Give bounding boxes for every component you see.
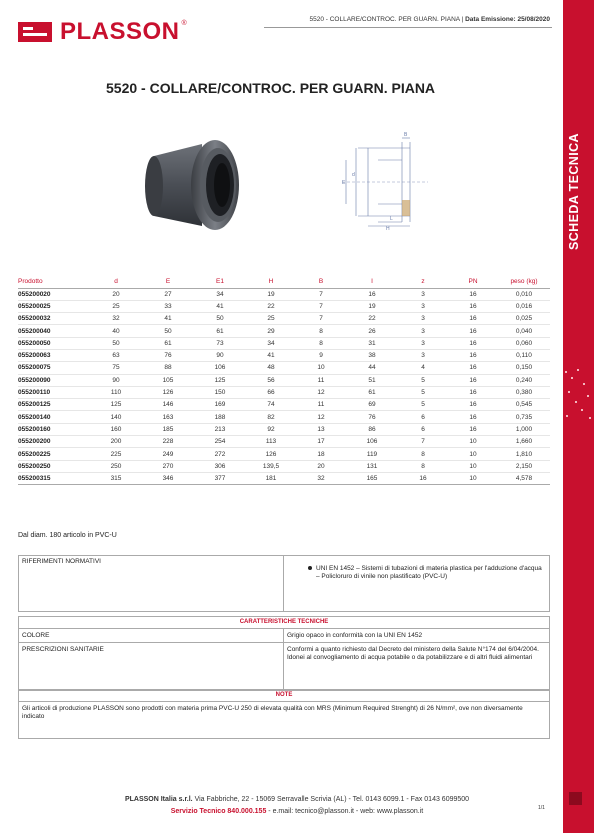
table-cell: 19 (368, 302, 376, 310)
table-cell: 106 (366, 438, 378, 446)
table-cell: 92 (267, 425, 275, 433)
table-cell: 19 (267, 290, 275, 298)
table-body (18, 288, 550, 485)
note-text: Gli articoli di produzione PLASSON sono prodotti con materia prima PVC-U 250 di elevata qualità con MRS (Minimum Required Strenght) di 26 N/mm², ove non diversamente indicato (22, 705, 523, 720)
caratteristiche-hline2 (18, 642, 550, 643)
header-divider (264, 27, 552, 28)
diameter-note: Dal diam. 180 articolo in PVC-U (18, 532, 117, 539)
riferimenti-value: UNI EN 1452 – Sistemi di tubazioni di materia plastica per l'adduzione d'acqua – Policloruro di vinile non plastificato (PVC-U) (316, 565, 542, 580)
doc-ref-text: 5520 - COLLARE/CONTROC. PER GUARN. PIANA (309, 16, 460, 23)
table-cell: 20 (317, 462, 325, 470)
header-doc-ref: 5520 - COLLARE/CONTROC. PER GUARN. PIANA | Data Emissione: 25/08/2020 (309, 16, 550, 23)
technical-drawing (338, 130, 438, 230)
table-cell: 6 (421, 425, 425, 433)
table-cell: 119 (366, 450, 378, 458)
table-row (18, 325, 550, 337)
table-cell: 150 (214, 389, 226, 397)
table-cell: 1,000 (515, 425, 533, 433)
table-cell: 3 (421, 327, 425, 335)
table-cell: 055200225 (18, 450, 51, 458)
table-cell: 32 (317, 475, 325, 483)
table-cell: 7 (319, 315, 323, 323)
riferimenti-label: RIFERIMENTI NORMATIVI (22, 558, 101, 565)
table-cell: 055200040 (18, 327, 51, 335)
table-cell: 315 (110, 475, 122, 483)
table-cell: 48 (267, 364, 275, 372)
table-cell: 1,810 (515, 450, 533, 458)
table-cell: 140 (110, 413, 122, 421)
table-cell: 131 (366, 462, 378, 470)
table-cell: 306 (214, 462, 226, 470)
table-cell: 13 (317, 425, 325, 433)
table-cell: 16 (469, 413, 477, 421)
table-cell: 055200160 (18, 425, 51, 433)
table-cell: 0,016 (515, 302, 533, 310)
table-cell: 228 (162, 438, 174, 446)
table-cell: 10 (317, 364, 325, 372)
table-cell: 16 (469, 425, 477, 433)
table-cell: 66 (267, 389, 275, 397)
table-header-row (18, 276, 550, 288)
table-row (18, 399, 550, 411)
table-cell: 0,240 (515, 376, 533, 384)
table-cell: 82 (267, 413, 275, 421)
table-cell: 213 (214, 425, 226, 433)
table-cell: 16 (469, 290, 477, 298)
table-cell: 055200200 (18, 438, 51, 446)
table-cell: 5 (421, 401, 425, 409)
page-number: 1/1 (538, 805, 545, 811)
table-cell: 50 (216, 315, 224, 323)
table-cell: 126 (265, 450, 277, 458)
table-cell: 10 (469, 438, 477, 446)
table-cell: 125 (110, 401, 122, 409)
table-row (18, 337, 550, 349)
table-row (18, 460, 550, 472)
table-cell: 61 (216, 327, 224, 335)
col-h: H (246, 276, 296, 288)
table-cell: 40 (112, 327, 120, 335)
table-cell: 8 (319, 339, 323, 347)
table-row (18, 386, 550, 398)
table-cell: 16 (469, 376, 477, 384)
table-cell: 12 (317, 389, 325, 397)
table-cell: 17 (317, 438, 325, 446)
sidebar-band (563, 0, 594, 833)
table-cell: 3 (421, 339, 425, 347)
table-cell: 61 (368, 389, 376, 397)
table-cell: 377 (214, 475, 226, 483)
table-cell: 10 (469, 450, 477, 458)
table-cell: 63 (112, 352, 120, 360)
table-cell: 055200315 (18, 475, 51, 483)
table-cell: 2,150 (515, 462, 533, 470)
col-prodotto: Prodotto (18, 276, 90, 288)
registered-mark: ® (181, 20, 187, 27)
sidebar-decoration (563, 365, 594, 425)
product-table (18, 276, 550, 485)
table-cell: 249 (162, 450, 174, 458)
table-cell: 0,150 (515, 364, 533, 372)
table-cell: 27 (164, 290, 172, 298)
table-cell: 270 (162, 462, 174, 470)
table-cell: 126 (162, 389, 174, 397)
table-cell: 250 (110, 462, 122, 470)
table-cell: 055200020 (18, 290, 51, 298)
table-cell: 8 (421, 462, 425, 470)
table-cell: 3 (421, 290, 425, 298)
table-cell: 8 (319, 327, 323, 335)
dim-label-h: H (386, 226, 390, 230)
table-cell: 165 (366, 475, 378, 483)
table-cell: 25 (267, 315, 275, 323)
table-cell: 139,5 (262, 462, 280, 470)
plasson-logo-icon (18, 22, 52, 42)
table-row (18, 448, 550, 460)
table-cell: 11 (317, 376, 325, 384)
table-cell: 16 (368, 290, 376, 298)
table-cell: 185 (162, 425, 174, 433)
table-cell: 22 (368, 315, 376, 323)
table-row (18, 472, 550, 484)
table-cell: 1,660 (515, 438, 533, 446)
table-cell: 055200032 (18, 315, 51, 323)
table-cell: 105 (162, 376, 174, 384)
table-cell: 50 (164, 327, 172, 335)
table-cell: 181 (265, 475, 277, 483)
table-cell: 26 (368, 327, 376, 335)
table-cell: 9 (319, 352, 323, 360)
note-title: NOTE (275, 692, 293, 698)
footer-address (0, 796, 594, 803)
table-cell: 16 (469, 389, 477, 397)
col-z: z (398, 276, 448, 288)
table-cell: 146 (162, 401, 174, 409)
table-cell: 0,040 (515, 327, 533, 335)
caratteristiche-title: CARATTERISTICHE TECNICHE (239, 619, 329, 625)
table-cell: 110 (110, 389, 122, 397)
table-cell: 41 (164, 315, 172, 323)
table-cell: 055200075 (18, 364, 51, 372)
table-cell: 055200125 (18, 401, 51, 409)
caratteristiche-vline (283, 628, 284, 691)
table-cell: 41 (216, 302, 224, 310)
table-row (18, 313, 550, 325)
table-cell: 31 (368, 339, 376, 347)
product-photo (140, 130, 260, 240)
dim-label-e: E (342, 180, 346, 186)
table-cell: 74 (267, 401, 275, 409)
table-cell: 163 (162, 413, 174, 421)
riferimenti-divider (283, 555, 284, 612)
colore-label: COLORE (22, 632, 50, 639)
prescrizioni-label: PRESCRIZIONI SANITARIE (22, 646, 104, 653)
table-cell: 055200050 (18, 339, 51, 347)
table-cell: 16 (469, 364, 477, 372)
table-cell: 188 (214, 413, 226, 421)
table-cell: 18 (317, 450, 325, 458)
table-cell: 90 (112, 376, 120, 384)
footer-company: PLASSON Italia s.r.l. (124, 796, 193, 803)
table-cell: 51 (368, 376, 376, 384)
table-cell: 3 (421, 352, 425, 360)
table-cell: 11 (317, 401, 325, 409)
table-cell: 055200063 (18, 352, 51, 360)
table-cell: 4,578 (515, 475, 533, 483)
table-cell: 0,380 (515, 389, 533, 397)
col-d: d (90, 276, 142, 288)
table-cell: 3 (421, 302, 425, 310)
table-cell: 16 (469, 302, 477, 310)
footer-contacts-text: - e.mail: tecnico@plasson.it - web: www.plasson.it (266, 808, 424, 815)
table-cell: 86 (368, 425, 376, 433)
table-cell: 7 (319, 302, 323, 310)
table-cell: 38 (368, 352, 376, 360)
dim-label-l: L (390, 216, 393, 222)
footer-contacts (0, 808, 594, 815)
note-hline (18, 701, 550, 702)
table-row (18, 288, 550, 300)
col-pn: PN (448, 276, 498, 288)
table-cell: 20 (112, 290, 120, 298)
table-cell: 160 (110, 425, 122, 433)
table-cell: 254 (214, 438, 226, 446)
table-cell: 50 (112, 339, 120, 347)
table-row (18, 436, 550, 448)
table-cell: 7 (421, 438, 425, 446)
table-row (18, 300, 550, 312)
table-cell: 4 (421, 364, 425, 372)
table-cell: 125 (214, 376, 226, 384)
table-cell: 169 (214, 401, 226, 409)
table-cell: 44 (368, 364, 376, 372)
table-cell: 25 (112, 302, 120, 310)
table-cell: 055200250 (18, 462, 51, 470)
table-cell: 16 (469, 315, 477, 323)
logo-text: PLASSON (60, 18, 180, 45)
table-cell: 0,025 (515, 315, 533, 323)
table-cell: 29 (267, 327, 275, 335)
table-row (18, 362, 550, 374)
table-cell: 34 (267, 339, 275, 347)
table-cell: 055200110 (18, 389, 51, 397)
table-cell: 16 (469, 352, 477, 360)
table-cell: 90 (216, 352, 224, 360)
table-cell: 106 (214, 364, 226, 372)
table-cell: 8 (421, 450, 425, 458)
table-cell: 055200090 (18, 376, 51, 384)
table-cell: 7 (319, 290, 323, 298)
table-cell: 34 (216, 290, 224, 298)
table-cell: 3 (421, 315, 425, 323)
table-cell: 272 (214, 450, 226, 458)
prescrizioni-value: Conformi a quanto richiesto dal Decreto del ministero della Salute N°174 del 6/04/2004. Idonei al convogliamento di acqua potabile o da potabilizzare e di altri fluidi alimentari (287, 646, 539, 661)
table-cell: 12 (317, 413, 325, 421)
table-cell: 76 (368, 413, 376, 421)
table-cell: 225 (110, 450, 122, 458)
table-cell: 0,110 (516, 352, 532, 360)
table-cell: 6 (421, 413, 425, 421)
issue-date: Data Emissione: 25/08/2020 (465, 16, 550, 23)
col-b: B (296, 276, 346, 288)
sidebar-label: SCHEDA TECNICA (567, 133, 581, 250)
table-cell: 16 (469, 401, 477, 409)
table-cell: 76 (164, 352, 172, 360)
table-cell: 10 (469, 462, 477, 470)
table-row (18, 374, 550, 386)
col-e1: E1 (194, 276, 246, 288)
table-row (18, 423, 550, 435)
table-cell: 75 (112, 364, 120, 372)
table-cell: 10 (469, 475, 477, 483)
table-cell: 5 (421, 376, 425, 384)
footer-address-text: Via Fabbriche, 22 - 15069 Serravalle Scrivia (AL) - Tel. 0143 6099.1 - Fax 0143 6099500 (192, 796, 470, 803)
plasson-logo (18, 20, 187, 44)
col-peso: peso (kg) (498, 276, 550, 288)
table-cell: 32 (112, 315, 120, 323)
table-cell: 33 (164, 302, 172, 310)
caratteristiche-hline1 (18, 628, 550, 629)
table-cell: 56 (267, 376, 275, 384)
table-cell: 055200140 (18, 413, 51, 421)
table-cell: 0,735 (515, 413, 533, 421)
table-cell: 73 (216, 339, 224, 347)
table-cell: 61 (164, 339, 172, 347)
table-cell: 0,010 (515, 290, 533, 298)
table-cell: 41 (267, 352, 275, 360)
table-cell: 5 (421, 389, 425, 397)
col-i: I (346, 276, 398, 288)
table-cell: 0,545 (515, 401, 533, 409)
dim-label-b: B (404, 132, 408, 138)
table-row (18, 349, 550, 361)
col-e: E (142, 276, 194, 288)
table-cell: 346 (162, 475, 174, 483)
table-row (18, 411, 550, 423)
colore-value: Grigio opaco in conformità con la UNI EN 1452 (287, 632, 423, 639)
table-cell: 88 (164, 364, 172, 372)
table-cell: 200 (110, 438, 122, 446)
table-cell: 055200025 (18, 302, 51, 310)
footer-service: Servizio Tecnico 840.000.155 (170, 808, 267, 815)
table-cell: 16 (469, 339, 477, 347)
table-cell: 69 (368, 401, 376, 409)
table-cell: 113 (265, 438, 277, 446)
dim-label-d: d (352, 172, 355, 178)
table-cell: 0,060 (515, 339, 533, 347)
page-title: 5520 - COLLARE/CONTROC. PER GUARN. PIANA (106, 80, 436, 96)
table-cell: 16 (469, 327, 477, 335)
table-cell: 22 (267, 302, 275, 310)
riferimenti-text (316, 565, 546, 581)
table-cell: 16 (419, 475, 427, 483)
bullet-icon (308, 566, 312, 570)
